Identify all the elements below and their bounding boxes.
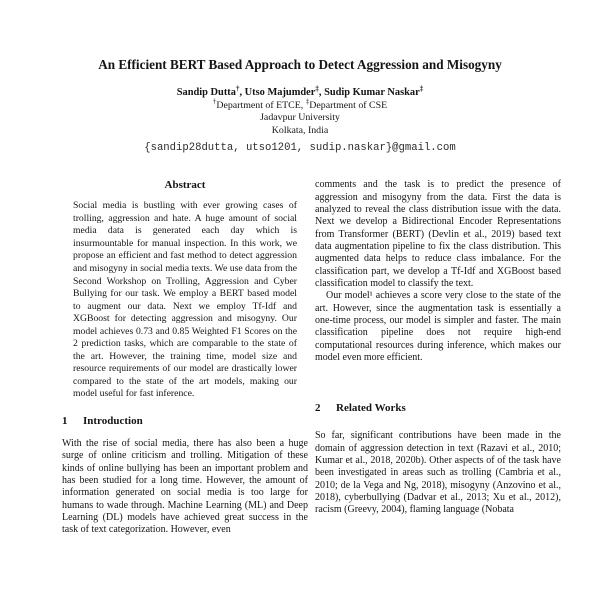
right-column [315, 179, 561, 537]
body-paragraph: comments and the task is to predict the presence of aggression and misogyny from the data. First the data is analyzed to reveal the class distribution issue with the data. Next we develop a Bidirectional Encoder Representations from Transformer (BERT) (Devlin et al., 2019) based text data augmentation pipeline to fix the class distribution. This augmented data helps to reduce class imbalance. For the classification part, we develop a Tf-Idf and XGBoost based classification model to classify the text. [315, 179, 561, 289]
abstract-heading: Abstract [164, 179, 206, 192]
section-number: 2 [315, 402, 321, 415]
affiliation-text: Department of ETCE, [216, 100, 306, 111]
author-name: Utso Majumder [244, 87, 316, 98]
body-paragraph: Our model¹ achieves a score very close to the state of the art. However, since the augmentation task is essentially a one-time process, our model is simpler and faster. The main classification pipeline does not require high-end computational resources during inference, which makes our model even more efficient. [315, 290, 561, 364]
two-column-body [0, 179, 600, 537]
author-name: Sandip Dutta [176, 87, 236, 98]
author-affiliation-mark: † [235, 84, 240, 93]
affiliation-line [0, 97, 600, 112]
location-line: Kolkata, India [271, 124, 329, 136]
abstract-text: Social media is bustling with ever growing cases of trolling, aggression and hate. A huge amount of social media data is generated each day which is insurmountable for manual inspection. In this work, we propose an efficient and fast method to detect aggression and misogyny in social media texts. We use data from the Second Workshop on Trolling, Aggression and Cyber Bullying for our task. We employ a BERT based model to augment our data. Next we employ Tf-Idf and XGBoost for detecting aggression and misogyny. Our model achieves 0.73 and 0.85 Weighted F1 Scores on the 2 prediction tasks, which are comparable to the state of the art. However, the training time, model size and resource requirements of our model are drastically lower compared to the state of the art models, making our model useful for fast inference. [73, 200, 297, 400]
section-title: Related Works [336, 402, 406, 415]
section-heading-introduction [62, 415, 308, 428]
author-separator: , [239, 87, 245, 98]
section-title: Introduction [83, 414, 143, 427]
author-affiliation-mark: ‡ [315, 84, 319, 93]
author-line [0, 84, 600, 99]
introduction-text: With the rise of social media, there has also been a huge surge of online criticism and trolling. Mitigation of these kinds of online bullying has been an important problem and has been studied for a long time. However, the amount of information generated on social media is too large for humans to wade through. Machine Learning (ML) and Deep Learning (DL) models have achieved great success in the task of text categorization. However, even [62, 437, 308, 536]
paper-title: An Efficient BERT Based Approach to Detect Aggression and Misogyny [98, 57, 502, 72]
affiliation-text: Department of CSE [309, 100, 388, 111]
section-heading-related-works [315, 402, 561, 415]
author-name: Sudip Kumar Naskar [324, 87, 420, 98]
affiliation-mark: ‡ [305, 97, 310, 106]
university-line: Jadavpur University [260, 112, 340, 124]
related-works-text: So far, significant contributions have been made in the domain of aggression detection in text (Razavi et al., 2010; Kumar et al., 2018, 2020b). Other aspects of of the task have been investigated in areas such as trolling (Cambria et al., 2010; de la Vega and Ng, 2018), misogyny (Anzovino et al., 2018), cyberbullying (Dadvar et al., 2013; Xu et al., 2012), racism (Greevy, 2004), flaming language (Nobata [315, 430, 561, 516]
author-affiliation-mark: ‡ [419, 84, 424, 93]
email-line: {sandip28dutta, utso1201, sudip.naskar}@gmail.com [144, 142, 456, 155]
section-number: 1 [62, 414, 68, 427]
left-column [62, 179, 308, 537]
author-separator: , [318, 87, 325, 98]
affiliation-mark: † [212, 97, 217, 106]
